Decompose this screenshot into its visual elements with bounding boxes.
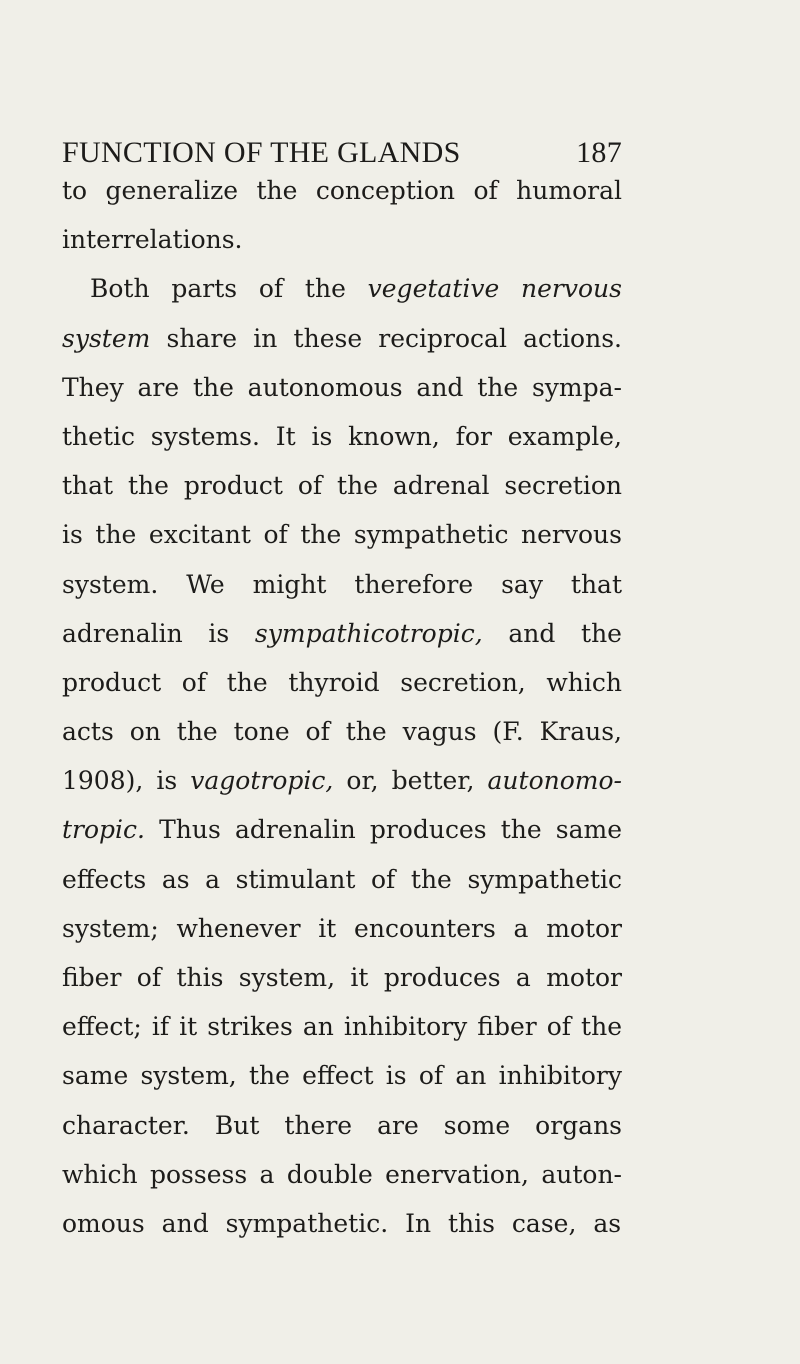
text-span: fiber of this system, it produces a motor (62, 963, 622, 992)
text-span: character. But there are some organs (62, 1110, 622, 1140)
text-line (62, 707, 622, 756)
text-span: or, better, (333, 766, 488, 796)
text-span: effect; if it strikes an inhibitory fiber of the (62, 1012, 622, 1042)
text-span: Thus adrenalin produces the same (145, 815, 622, 845)
text-line (62, 609, 622, 658)
text-line (62, 560, 622, 609)
italic-term: vagotropic, (190, 766, 334, 796)
text-line (62, 855, 622, 904)
italic-term: vegetative nervous (367, 274, 622, 304)
text-span: effects as a stimulant of the sympathetic (62, 864, 622, 894)
text-span: which possess a double enervation, auton- (62, 1159, 622, 1189)
text-span: product of the thyroid secretion, which (62, 667, 622, 697)
italic-term: tropic. (62, 815, 145, 845)
text-span: acts on the tone of the vagus (F. Kraus, (62, 717, 622, 747)
italic-term: sympathicotropic, (254, 618, 483, 648)
text-span: share in these reciprocal actions. (150, 323, 622, 353)
text-line (62, 264, 622, 313)
text-span: thetic systems. It is known, for example, (62, 421, 622, 451)
text-span: interrelations. (62, 225, 243, 255)
text-span: system; whenever it encounters a motor (62, 913, 622, 943)
text-line (62, 1101, 622, 1150)
text-line (62, 953, 622, 1002)
text-line (62, 904, 622, 953)
text-span: and the (482, 618, 622, 648)
running-head-title: FUNCTION OF THE GLANDS (62, 136, 461, 169)
text-span: same system, the effect is of an inhibitory (62, 1061, 622, 1091)
text-line (62, 756, 622, 805)
text-span: omous and sympathetic. In this case, as (62, 1208, 622, 1238)
text-span: 1908), is (62, 766, 191, 796)
text-span: They are the autonomous and the sympa- (62, 372, 622, 402)
text-line (62, 314, 622, 363)
text-span: to generalize the conception of humoral (62, 176, 622, 205)
text-line (62, 805, 622, 854)
text-line (62, 1199, 622, 1248)
text-span: adrenalin is (62, 618, 255, 648)
text-line (62, 215, 622, 264)
text-span: that the product of the adrenal secretion (62, 471, 622, 501)
text-line (62, 1150, 622, 1199)
italic-term: system (62, 323, 151, 353)
body-text (62, 166, 622, 1248)
text-span: system. We might therefore say that (62, 569, 622, 599)
text-line (62, 412, 622, 461)
text-span: Both parts of the (90, 274, 368, 304)
text-line (62, 658, 622, 707)
text-line (62, 1002, 622, 1051)
text-line (62, 510, 622, 559)
text-line (62, 1051, 622, 1100)
text-line (62, 363, 622, 412)
text-line (62, 461, 622, 510)
italic-term: autonomo- (487, 766, 622, 796)
page-number: 187 (576, 136, 622, 169)
text-span: is the excitant of the sympathetic nervous (62, 520, 622, 550)
text-line (62, 166, 622, 215)
